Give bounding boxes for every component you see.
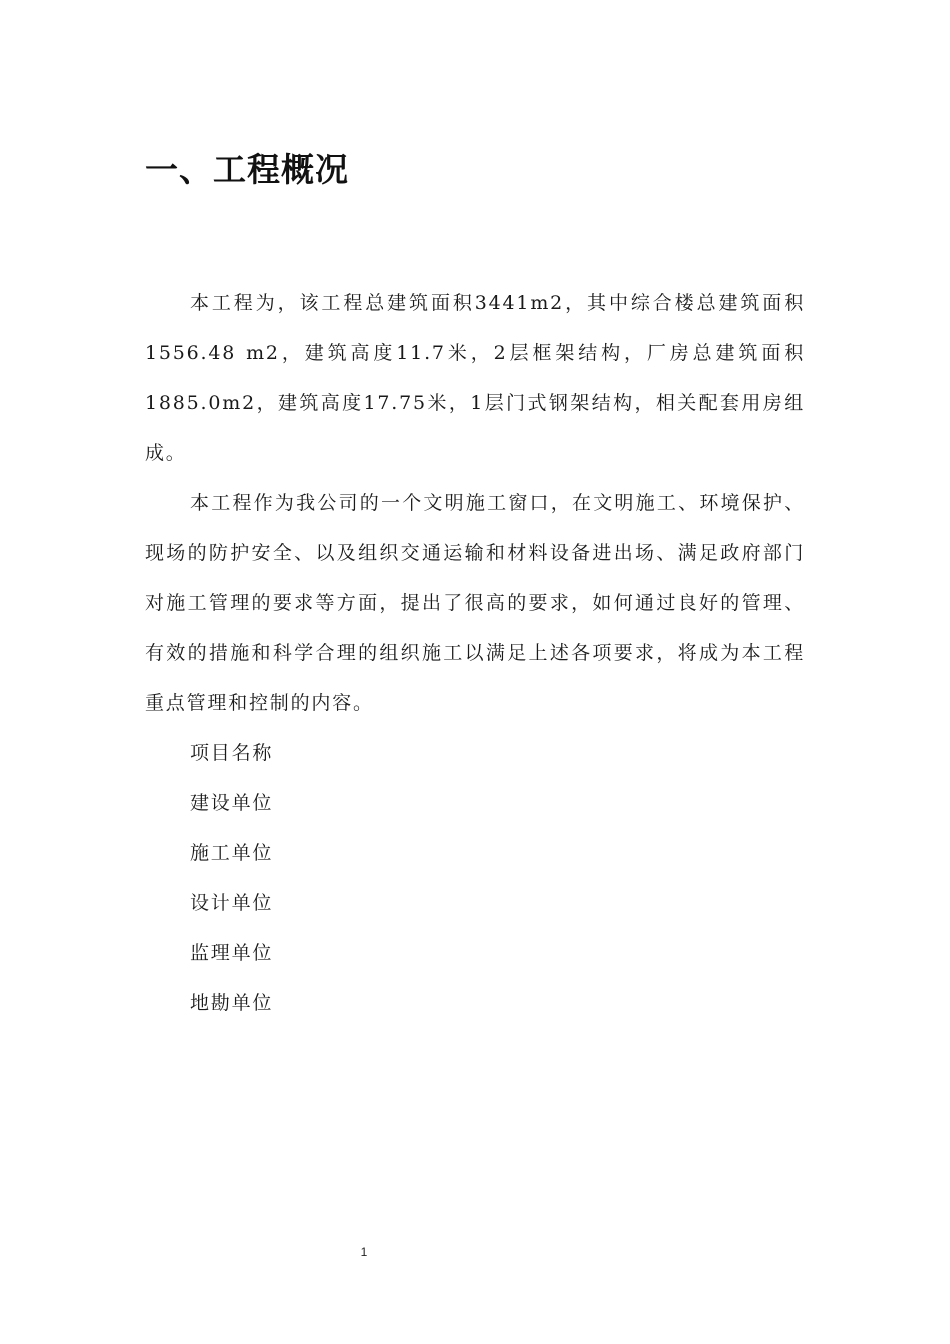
overview-paragraph: 本工程为，该工程总建筑面积3441m2，其中综合楼总建筑面积1556.48 m2，建筑高度11.7米，2层框架结构，厂房总建筑面积1885.0m2，建筑高度17.75米，1层门式钢架结构，相关配套用房组成。: [145, 292, 805, 464]
page-number: 1: [360, 1245, 368, 1259]
item-supervisor: 监理单位: [190, 942, 274, 964]
item-contractor: 施工单位: [190, 842, 274, 864]
section-heading: 一、工程概况: [145, 150, 349, 189]
item-construction-owner: 建设单位: [190, 792, 274, 814]
requirements-paragraph: 本工程作为我公司的一个文明施工窗口，在文明施工、环境保护、现场的防护安全、以及组织交通运输和材料设备进出场、满足政府部门对施工管理的要求等方面，提出了很高的要求，如何通过良好的管理、有效的措施和科学合理的组织施工以满足上述各项要求，将成为本工程重点管理和控制的内容。: [145, 492, 805, 714]
item-geotechnical: 地勘单位: [190, 992, 274, 1014]
item-designer: 设计单位: [190, 892, 274, 914]
item-project-name: 项目名称: [190, 742, 274, 764]
body-text: [145, 278, 805, 1028]
